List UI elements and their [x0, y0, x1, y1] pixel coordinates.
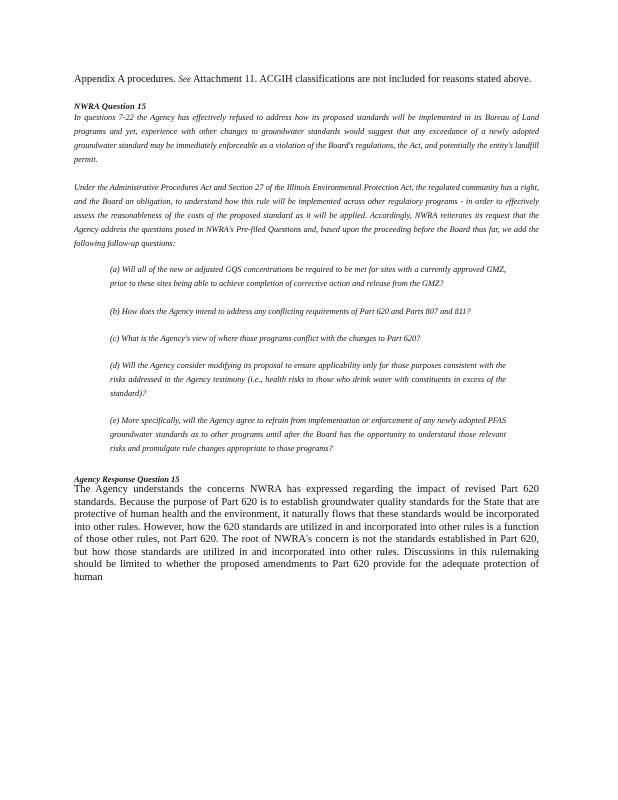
intro-text-2: Attachment 11. ACGIH classifications are not included for reasons stated above. — [192, 74, 532, 85]
response-paragraph: The Agency understands the concerns NWRA has expressed regarding the impact of revised Part 620 standards. Because the purpose of Part 620 is to establish groundwater quality standards for the State that are protective of human health and the environment, it naturally flows that these standards would be incorporated into other rules. However, how the 620 standards are utilized in and incorporated into other rules is a function of those other rules, not Part 620. The root of NWRA's concern is not the standards established in Part 620, but how those standards are utilized in and incorporated into other rules. Discussions in this rulemaking should be limited to whether the proposed amendments to Part 620 provide for the adequate protection of human — [74, 484, 539, 583]
question-item-d: (d) Will the Agency consider modifying its proposal to ensure applicability only for those purposes consistent with the risks addressed in the Agency testimony (i.e., health risks to those who drink water with constituents in excess of the standard)? — [110, 360, 506, 398]
question-heading: NWRA Question 15 — [74, 100, 147, 111]
intro-text-1: Appendix A procedures. — [74, 74, 176, 85]
question-paragraph-2: Under the Administrative Procedures Act and Section 27 of the Illinois Environmental Protection Act, the regulated community has a right, and the Board an obligation, to understand how this rule will be implemented across other regulatory programs - in order to effectively assess the reasonableness of the costs of the proposed standard as it will be applied. Accordingly, NWRA reiterates its request that the Agency address the questions posed in NWRA's Pre-filed Questions and, based upon the proceeding before the Board thus far, we add the following follow-up questions: — [74, 182, 539, 249]
see-italic: See — [178, 74, 191, 84]
intro-paragraph — [74, 73, 539, 87]
question-item-a: (a) Will all of the new or adjusted GQS concentrations be required to be met for sites with a currently approved GMZ, prior to these sites being able to achieve completion of corrective action and release from the GMZ? — [110, 265, 506, 289]
question-item-e: (e) More specifically, will the Agency agree to refrain from implementation or enforcement of any newly adopted PFAS groundwater standards as to other programs until after the Board has the opportunity to understand those relevant risks and promulgate rule changes appropriate to those programs? — [110, 416, 506, 454]
question-item-b: (b) How does the Agency intend to address any conflicting requirements of Part 620 and Parts 807 and 811? — [110, 306, 471, 316]
response-heading: Agency Response Question 15 — [74, 474, 180, 485]
document-page — [74, 73, 539, 584]
question-paragraph-1: In questions 7-22 the Agency has effectively refused to address how its proposed standards will be implemented in its Bureau of Land programs and yet, experience with other changes to groundwater standards would suggest that any exceedance of a newly adopted groundwater standard may be immediately enforceable as a violation of the Board's regulations, the Act, and potentially the entity's landfill permit. — [74, 112, 539, 164]
question-item-c: (c) What is the Agency's view of where those programs conflict with the changes to Part 620? — [110, 333, 421, 343]
